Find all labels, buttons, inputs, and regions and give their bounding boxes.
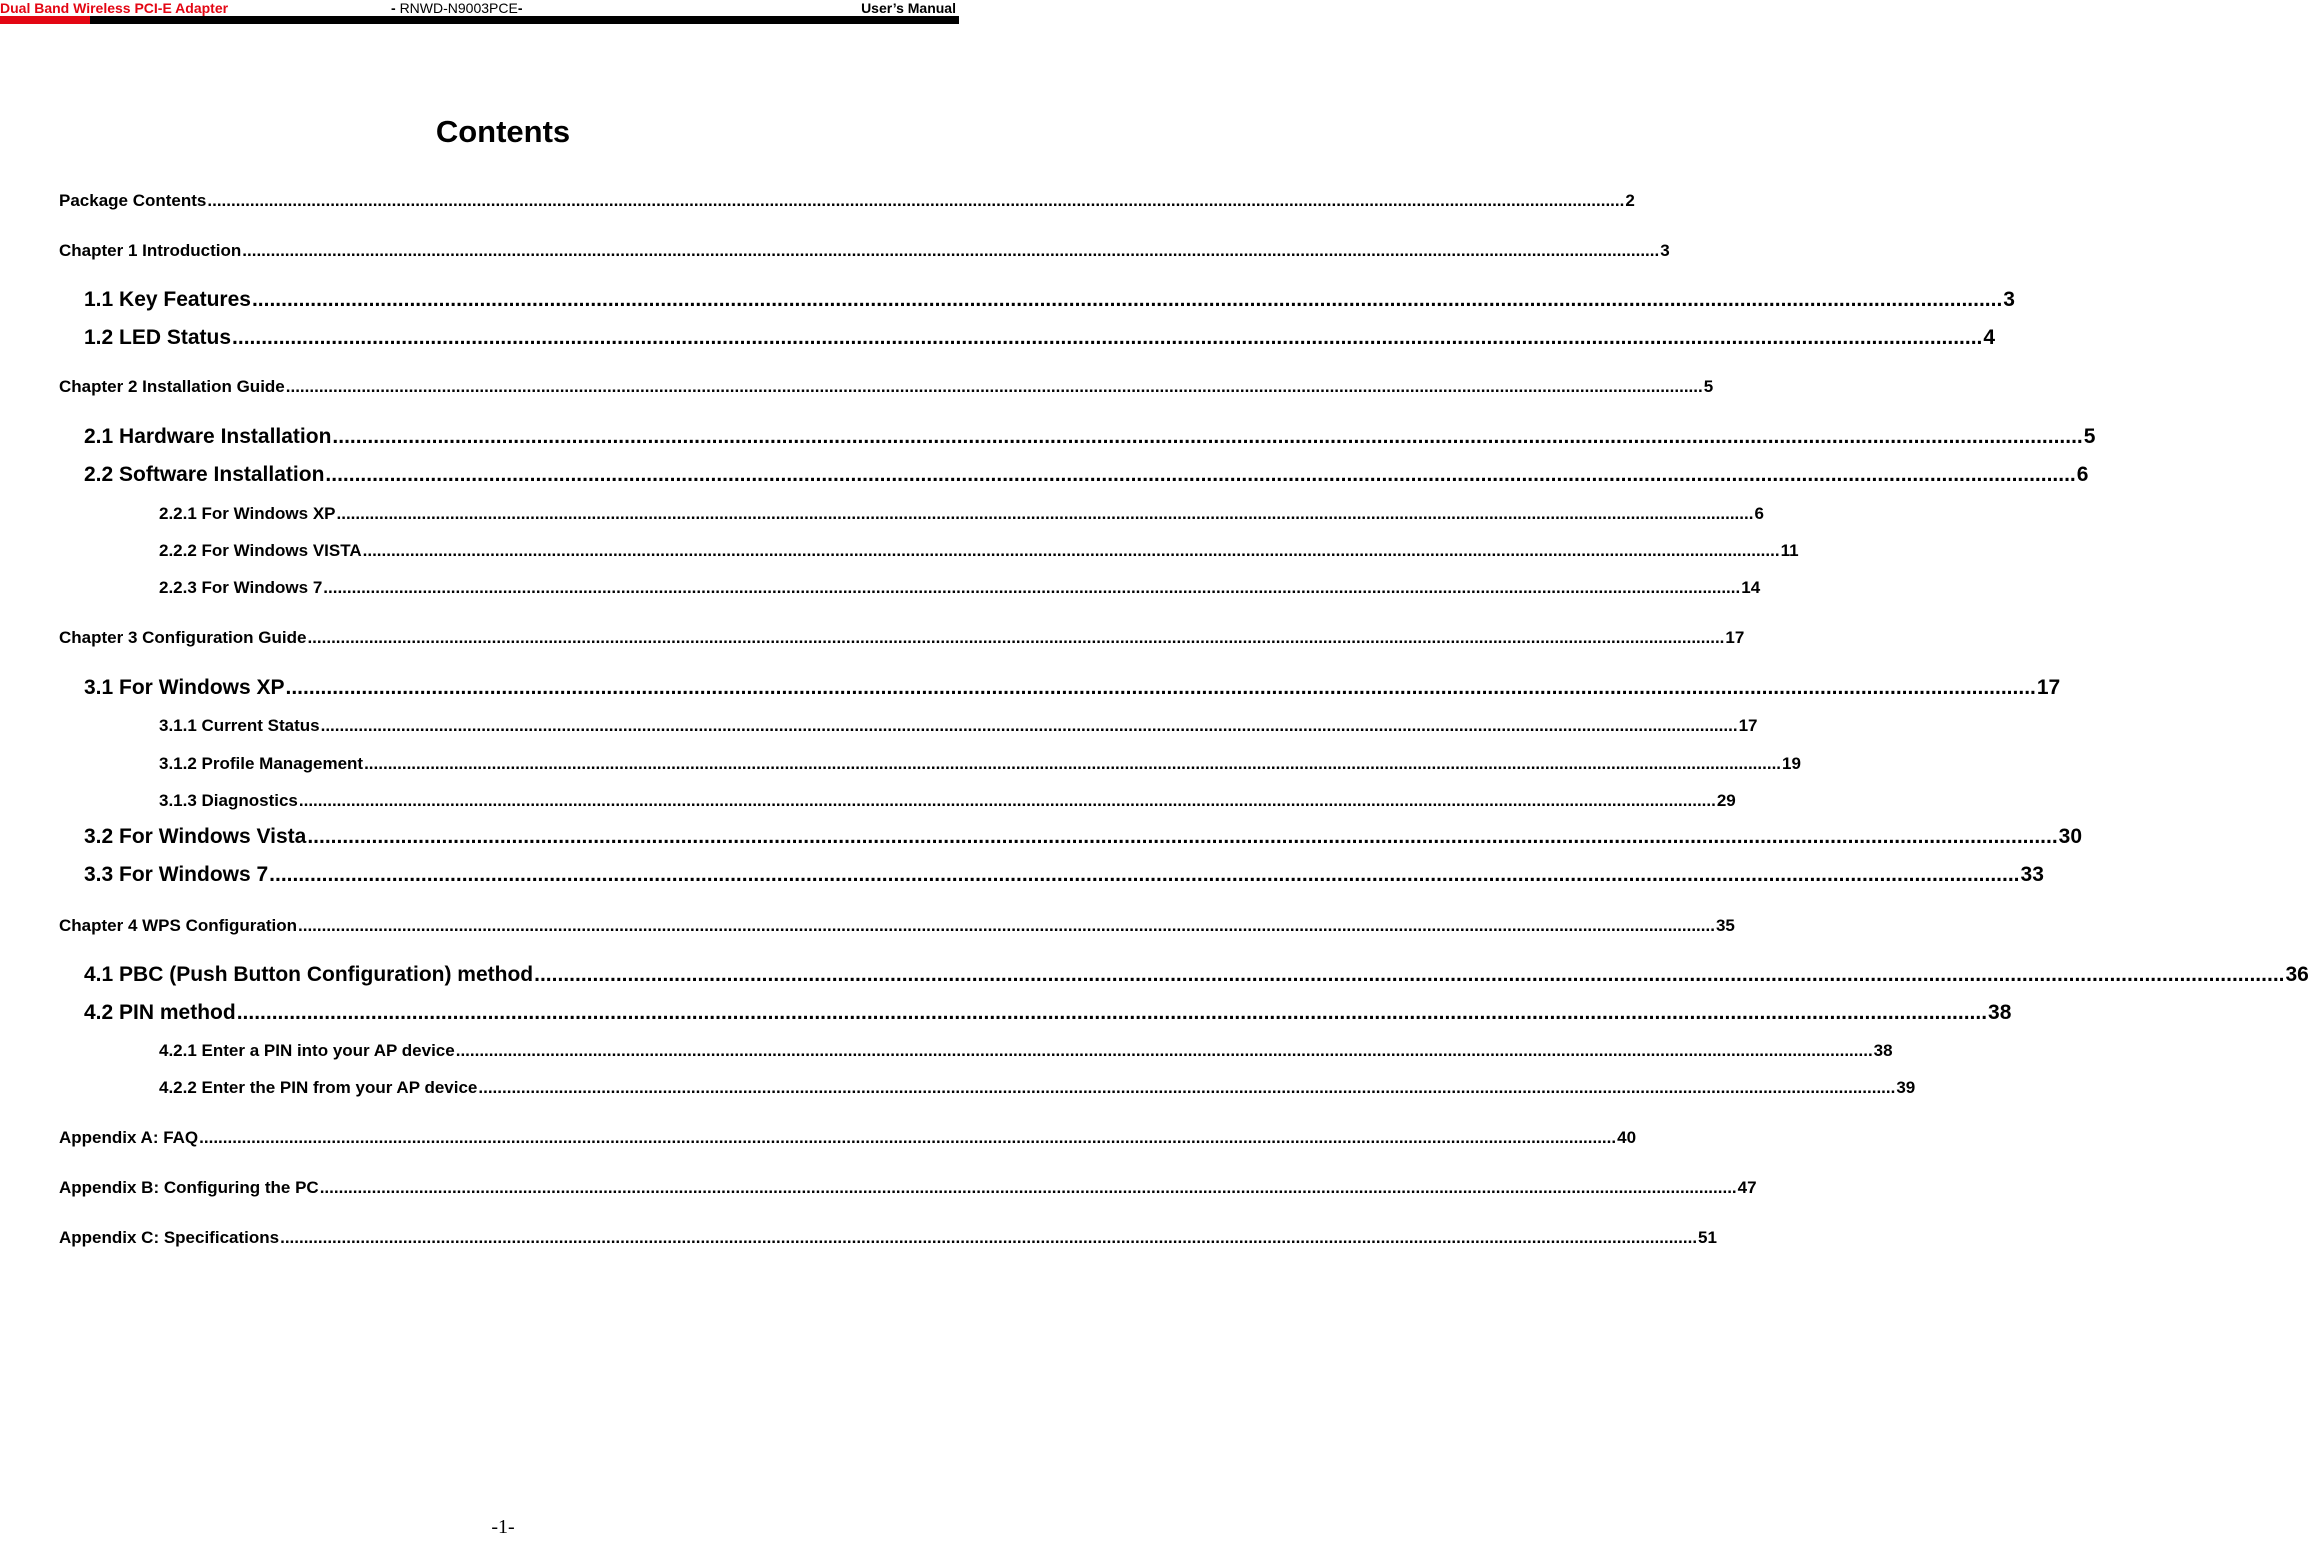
- header-doc-type: User’s Manual: [861, 0, 956, 16]
- toc-label: Appendix C: Specifications: [59, 1228, 280, 1247]
- toc-label: 3.1.2 Profile Management: [159, 754, 364, 773]
- toc-entry-3-2[interactable]: [84, 825, 2083, 849]
- header-rule-black: [90, 16, 959, 24]
- toc-entry-2-2-1[interactable]: [159, 504, 1764, 524]
- toc-page-number: 40: [1617, 1128, 1637, 1147]
- toc-leader: ............................................................................................................................................................................................................................................................................................................: [320, 716, 1738, 735]
- toc-entry-appendix-c[interactable]: [59, 1228, 1717, 1248]
- toc-leader: ............................................................................................................................................................................................................................................................................................................: [478, 1078, 1896, 1097]
- toc-label: 4.2.2 Enter the PIN from your AP device: [159, 1078, 478, 1097]
- toc-page-number: 11: [1780, 541, 1799, 560]
- toc-entry-appendix-a[interactable]: [59, 1128, 1637, 1148]
- toc-page-number: 51: [1698, 1228, 1717, 1247]
- page-number: -1-: [491, 1516, 515, 1538]
- toc-leader: ............................................................................................................................................................................................................................................................................................................: [325, 463, 2076, 486]
- toc-leader: ............................................................................................................................................................................................................................................................................................................: [236, 1001, 1988, 1024]
- toc-entry-1-1[interactable]: [84, 288, 2015, 312]
- toc-label: 1.2 LED Status: [84, 326, 232, 349]
- toc-entry-package-contents[interactable]: [59, 191, 1635, 211]
- toc-leader: ............................................................................................................................................................................................................................................................................................................: [280, 1228, 1698, 1247]
- header-model-number: RNWD-N9003PCE: [399, 0, 518, 16]
- toc-label: Chapter 4 WPS Configuration: [59, 916, 297, 935]
- toc-leader: ............................................................................................................................................................................................................................................................................................................: [362, 541, 1780, 560]
- toc-label: Appendix A: FAQ: [59, 1128, 199, 1147]
- toc-label: 3.2 For Windows Vista: [84, 825, 307, 848]
- toc-label: 3.1.3 Diagnostics: [159, 791, 298, 810]
- toc-leader: ............................................................................................................................................................................................................................................................................................................: [199, 1128, 1617, 1147]
- toc-page-number: 30: [2058, 825, 2083, 848]
- toc-page-number: 35: [1715, 916, 1735, 935]
- toc-entry-2-2-2[interactable]: [159, 541, 1799, 561]
- toc-entry-2-1[interactable]: [84, 425, 2096, 449]
- toc-page-number: 5: [1703, 377, 1714, 396]
- toc-label: 2.2.1 For Windows XP: [159, 504, 336, 523]
- toc-page-number: 17: [1738, 716, 1758, 735]
- toc-leader: ............................................................................................................................................................................................................................................................................................................: [336, 504, 1754, 523]
- toc-page-number: 29: [1716, 791, 1736, 810]
- toc-leader: ............................................................................................................................................................................................................................................................................................................: [242, 241, 1660, 260]
- toc-page-number: 5: [2083, 425, 2096, 448]
- toc-entry-chapter-1[interactable]: [59, 241, 1670, 261]
- toc-leader: ............................................................................................................................................................................................................................................................................................................: [534, 963, 2285, 986]
- toc-page-number: 17: [1725, 628, 1745, 647]
- toc-leader: ............................................................................................................................................................................................................................................................................................................: [307, 628, 1725, 647]
- toc-leader: ............................................................................................................................................................................................................................................................................................................: [207, 191, 1625, 210]
- toc-label: 4.2.1 Enter a PIN into your AP device: [159, 1041, 455, 1060]
- toc-entry-3-1-1[interactable]: [159, 716, 1758, 736]
- toc-label: Chapter 1 Introduction: [59, 241, 242, 260]
- toc-leader: ............................................................................................................................................................................................................................................................................................................: [285, 377, 1703, 396]
- toc-entry-appendix-b[interactable]: [59, 1178, 1757, 1198]
- toc-page-number: 6: [2076, 463, 2089, 486]
- toc-label: 2.1 Hardware Installation: [84, 425, 332, 448]
- toc-entry-4-1[interactable]: [84, 963, 2309, 987]
- toc-leader: ............................................................................................................................................................................................................................................................................................................: [269, 863, 2020, 886]
- toc-page-number: 38: [1988, 1001, 2012, 1024]
- toc-leader: ............................................................................................................................................................................................................................................................................................................: [232, 326, 1983, 349]
- toc-label: 2.2.2 For Windows VISTA: [159, 541, 362, 560]
- toc-entry-chapter-4[interactable]: [59, 916, 1735, 936]
- toc-page-number: 14: [1741, 578, 1761, 597]
- toc-leader: ............................................................................................................................................................................................................................................................................................................: [285, 676, 2036, 699]
- toc-label: 4.1 PBC (Push Button Configuration) method: [84, 963, 534, 986]
- toc-entry-chapter-3[interactable]: [59, 628, 1745, 648]
- toc-label: 1.1 Key Features: [84, 288, 251, 311]
- toc-leader: ............................................................................................................................................................................................................................................................................................................: [298, 791, 1716, 810]
- header-model-prefix: -: [391, 0, 400, 16]
- toc-page-number: 39: [1896, 1078, 1916, 1097]
- toc-label: Package Contents: [59, 191, 207, 210]
- toc-leader: ............................................................................................................................................................................................................................................................................................................: [251, 288, 2003, 311]
- toc-page-number: 47: [1737, 1178, 1757, 1197]
- toc-page-number: 19: [1782, 754, 1801, 773]
- toc-page-number: 3: [2003, 288, 2015, 311]
- toc-page-number: 4: [1983, 326, 1996, 349]
- toc-page-number: 17: [2036, 676, 2061, 699]
- toc-label: 3.3 For Windows 7: [84, 863, 269, 886]
- toc-entry-4-2-1[interactable]: [159, 1041, 1893, 1061]
- toc-entry-chapter-2[interactable]: [59, 377, 1714, 397]
- toc-page-number: 36: [2285, 963, 2309, 986]
- toc-label: Chapter 3 Configuration Guide: [59, 628, 307, 647]
- toc-entry-3-1-2[interactable]: [159, 754, 1801, 774]
- toc-label: Chapter 2 Installation Guide: [59, 377, 285, 396]
- toc-leader: ............................................................................................................................................................................................................................................................................................................: [307, 825, 2058, 848]
- header-rule-red: [0, 16, 90, 24]
- toc-page-number: 6: [1754, 504, 1764, 523]
- toc-leader: ............................................................................................................................................................................................................................................................................................................: [332, 425, 2083, 448]
- toc-entry-2-2[interactable]: [84, 463, 2089, 487]
- toc-entry-4-2-2[interactable]: [159, 1078, 1916, 1098]
- toc-leader: ............................................................................................................................................................................................................................................................................................................: [323, 578, 1741, 597]
- toc-entry-3-1-3[interactable]: [159, 791, 1736, 811]
- toc-page-number: 33: [2020, 863, 2044, 886]
- toc-label: 4.2 PIN method: [84, 1001, 236, 1024]
- toc-page-number: 2: [1625, 191, 1635, 210]
- header-product-name: Dual Band Wireless PCI-E Adapter: [0, 0, 229, 16]
- page-header: [0, 0, 959, 26]
- toc-leader: ............................................................................................................................................................................................................................................................................................................: [455, 1041, 1873, 1060]
- toc-page-number: 38: [1873, 1041, 1893, 1060]
- toc-leader: ............................................................................................................................................................................................................................................................................................................: [319, 1178, 1737, 1197]
- toc-entry-4-2[interactable]: [84, 1001, 2012, 1025]
- toc-label: Appendix B: Configuring the PC: [59, 1178, 319, 1197]
- toc-leader: ............................................................................................................................................................................................................................................................................................................: [364, 754, 1782, 773]
- page-title: Contents: [435, 114, 571, 149]
- header-model-suffix: -: [517, 0, 523, 16]
- header-model: [391, 0, 522, 16]
- toc-label: 2.2 Software Installation: [84, 463, 325, 486]
- toc-leader: ............................................................................................................................................................................................................................................................................................................: [298, 916, 1715, 935]
- toc-entry-2-2-3[interactable]: [159, 578, 1761, 598]
- toc-entry-3-1[interactable]: [84, 676, 2061, 700]
- toc-page-number: 3: [1660, 241, 1670, 260]
- toc-label: 3.1 For Windows XP: [84, 676, 285, 699]
- toc-label: 3.1.1 Current Status: [159, 716, 320, 735]
- toc-label: 2.2.3 For Windows 7: [159, 578, 323, 597]
- toc-entry-3-3[interactable]: [84, 863, 2044, 887]
- toc-entry-1-2[interactable]: [84, 326, 1996, 350]
